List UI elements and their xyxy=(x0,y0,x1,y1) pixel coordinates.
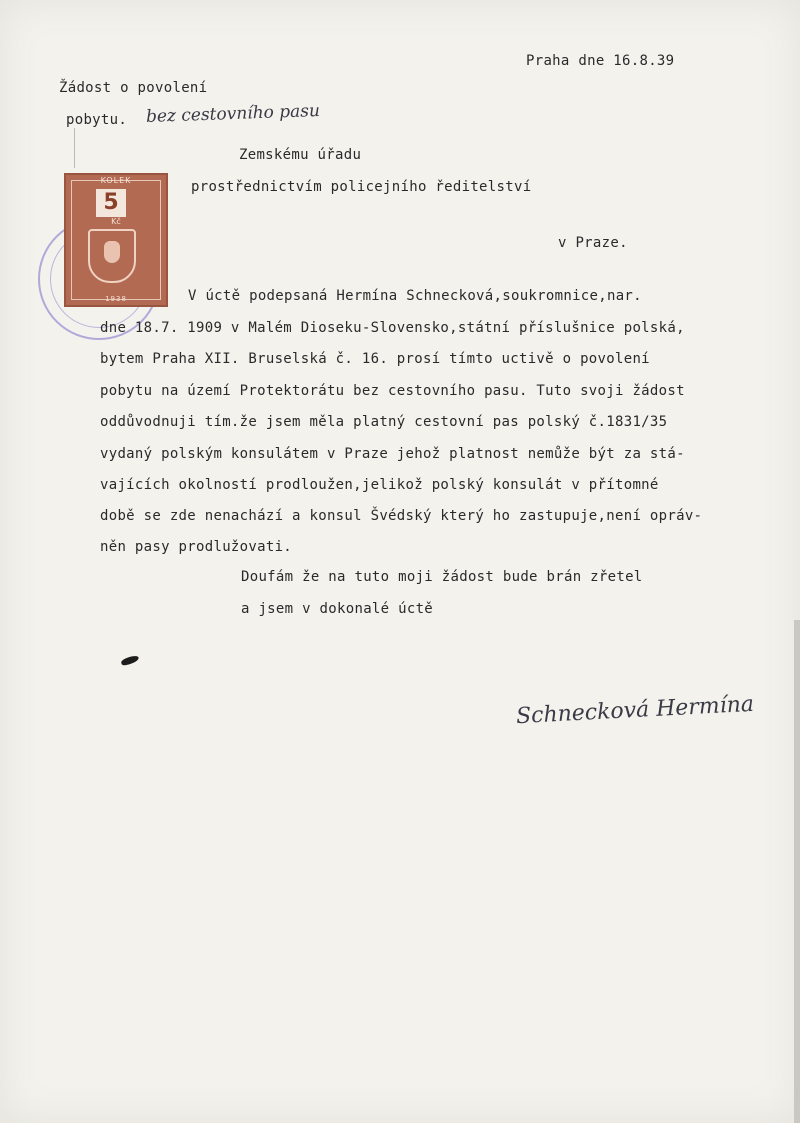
body-line: bytem Praha XII. Bruselská č. 16. prosí tímto uctivě o povolení xyxy=(100,351,650,367)
coat-of-arms-icon xyxy=(88,229,136,283)
body-line: V úctě podepsaná Hermína Schnecková,soukromnice,nar. xyxy=(188,288,642,304)
body-line: dne 18.7. 1909 v Malém Dioseku-Slovensko,státní příslušnice polská, xyxy=(100,320,685,336)
stamp-year: 1938 xyxy=(105,295,127,303)
handwritten-note: bez cestovního pasu xyxy=(145,100,321,128)
body-line: době se zde nenachází a konsul Švédský který ho zastupuje,není opráv- xyxy=(100,508,703,524)
signature: Schnecková Hermína xyxy=(515,691,755,730)
stamp-value: 5 xyxy=(96,189,126,217)
addressee-line-3: v Praze. xyxy=(558,235,628,251)
body-line: vydaný polským konsulátem v Praze jehož platnost nemůže být za stá- xyxy=(100,446,685,462)
addressee-line-1: Zemskému úřadu xyxy=(239,147,362,163)
subject-line-2: pobytu. xyxy=(66,112,128,128)
body-line: pobytu na území Protektorátu bez cestovního pasu. Tuto svoji žádost xyxy=(100,383,685,399)
closing-line-1: Doufám že na tuto moji žádost bude brán zřetel xyxy=(241,569,643,585)
stamp-label: KOLEK xyxy=(100,176,132,185)
addressee-line-2: prostřednictvím policejního ředitelství xyxy=(191,179,532,195)
body-line: vajících okolností prodloužen,jelikož polský konsulát v přítomné xyxy=(100,477,659,493)
page-edge xyxy=(794,620,800,1123)
ink-blot xyxy=(120,655,139,666)
stamp-currency: Kč xyxy=(111,217,121,226)
body-line: oddůvodnuji tím.že jsem měla platný cestovní pas polský č.1831/35 xyxy=(100,414,668,430)
margin-mark xyxy=(74,128,75,168)
body-line: něn pasy prodlužovati. xyxy=(100,539,293,555)
letter-date: Praha dne 16.8.39 xyxy=(526,53,675,69)
revenue-stamp xyxy=(64,173,168,307)
lion-icon xyxy=(104,241,120,263)
closing-line-2: a jsem v dokonalé úctě xyxy=(241,601,434,617)
subject-line-1: Žádost o povolení xyxy=(59,80,208,96)
